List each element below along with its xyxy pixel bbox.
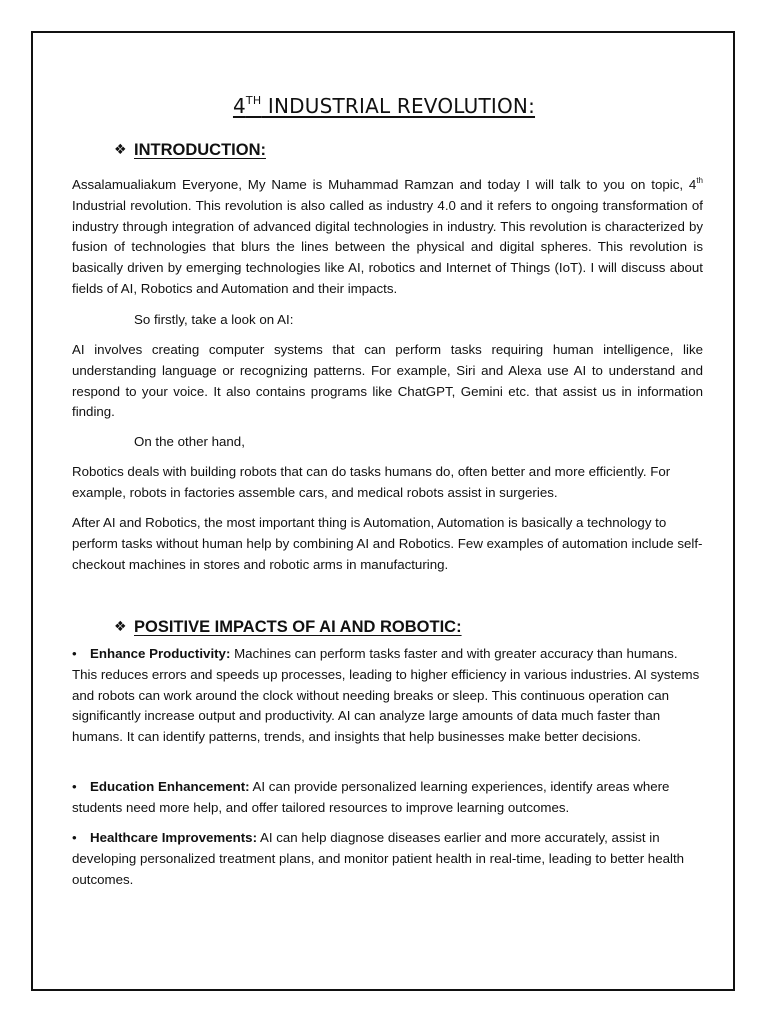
automation-paragraph: After AI and Robotics, the most important thing is Automation, Automation is basically a technology to perform tasks without human help by combining AI and Robotics. Few examples of automation include self-checkout machines in stores and robotic arms in manufacturing. [72, 515, 703, 572]
bullet-icon: • [72, 779, 77, 794]
diamond-bullet-icon: ❖ [114, 141, 127, 157]
introduction-heading: ❖ INTRODUCTION: [114, 141, 266, 159]
bullet-icon: • [72, 646, 77, 661]
page-title: 4TH INDUSTRIAL REVOLUTION: [232, 94, 536, 118]
introduction-paragraph: Assalamualiakum Everyone, My Name is Muhammad Ramzan and today I will talk to you on topic, 4th Industrial revolution. This revolution is also called as industry 4.0 and it refers to ongoing transformation of industry through integration of advanced digital technologies in industry. This revolution is characterized by fusion of technologies that blurs the lines between the physical and digital spheres. This revolution is basically driven by emerging technologies like AI, robotics and Internet of Things (IoT). I will discuss about fields of AI, Robotics and Automation and their impacts. [72, 176, 703, 296]
positive-impacts-heading: ❖ POSITIVE IMPACTS OF AI AND ROBOTIC: [114, 618, 462, 636]
other-hand-line: On the other hand, [134, 434, 245, 449]
bullet-item-healthcare: • Healthcare Improvements: AI can help diagnose diseases earlier and more accurately, assist in developing personalized treatment plans, and monitor patient health in real-time, leading to better health outcomes. [72, 830, 685, 887]
bullet-icon: • [72, 830, 77, 845]
bullet-item-productivity: • Enhance Productivity: Machines can perform tasks faster and with greater accuracy than humans. This reduces errors and speeds up processes, leading to higher efficiency in various industries. AI systems and robots can work around the clock without needing breaks or sleep. This continuous operation can significantly increase output and productivity. AI can analyze large amounts of data much faster than humans. It can identify patterns, trends, and insights that help businesses make better decisions. [72, 646, 700, 745]
robotics-paragraph: Robotics deals with building robots that can do tasks humans do, often better and more efficiently. For example, robots in factories assemble cars, and medical robots assist in surgeries. [72, 464, 671, 500]
bullet-item-education: • Education Enhancement: AI can provide personalized learning experiences, identify areas where students need more help, and offer tailored resources to improve learning outcomes. [72, 779, 670, 815]
ai-paragraph: AI involves creating computer systems that can perform tasks requiring human intelligence, like understanding language or recognizing patterns. For example, Siri and Alexa use AI to understand and respond to your voice. It also contains programs like ChatGPT, Gemini etc. that assist us in information finding. [72, 342, 703, 420]
diamond-bullet-icon: ❖ [114, 618, 127, 634]
firstly-line: So firstly, take a look on AI: [134, 312, 294, 327]
